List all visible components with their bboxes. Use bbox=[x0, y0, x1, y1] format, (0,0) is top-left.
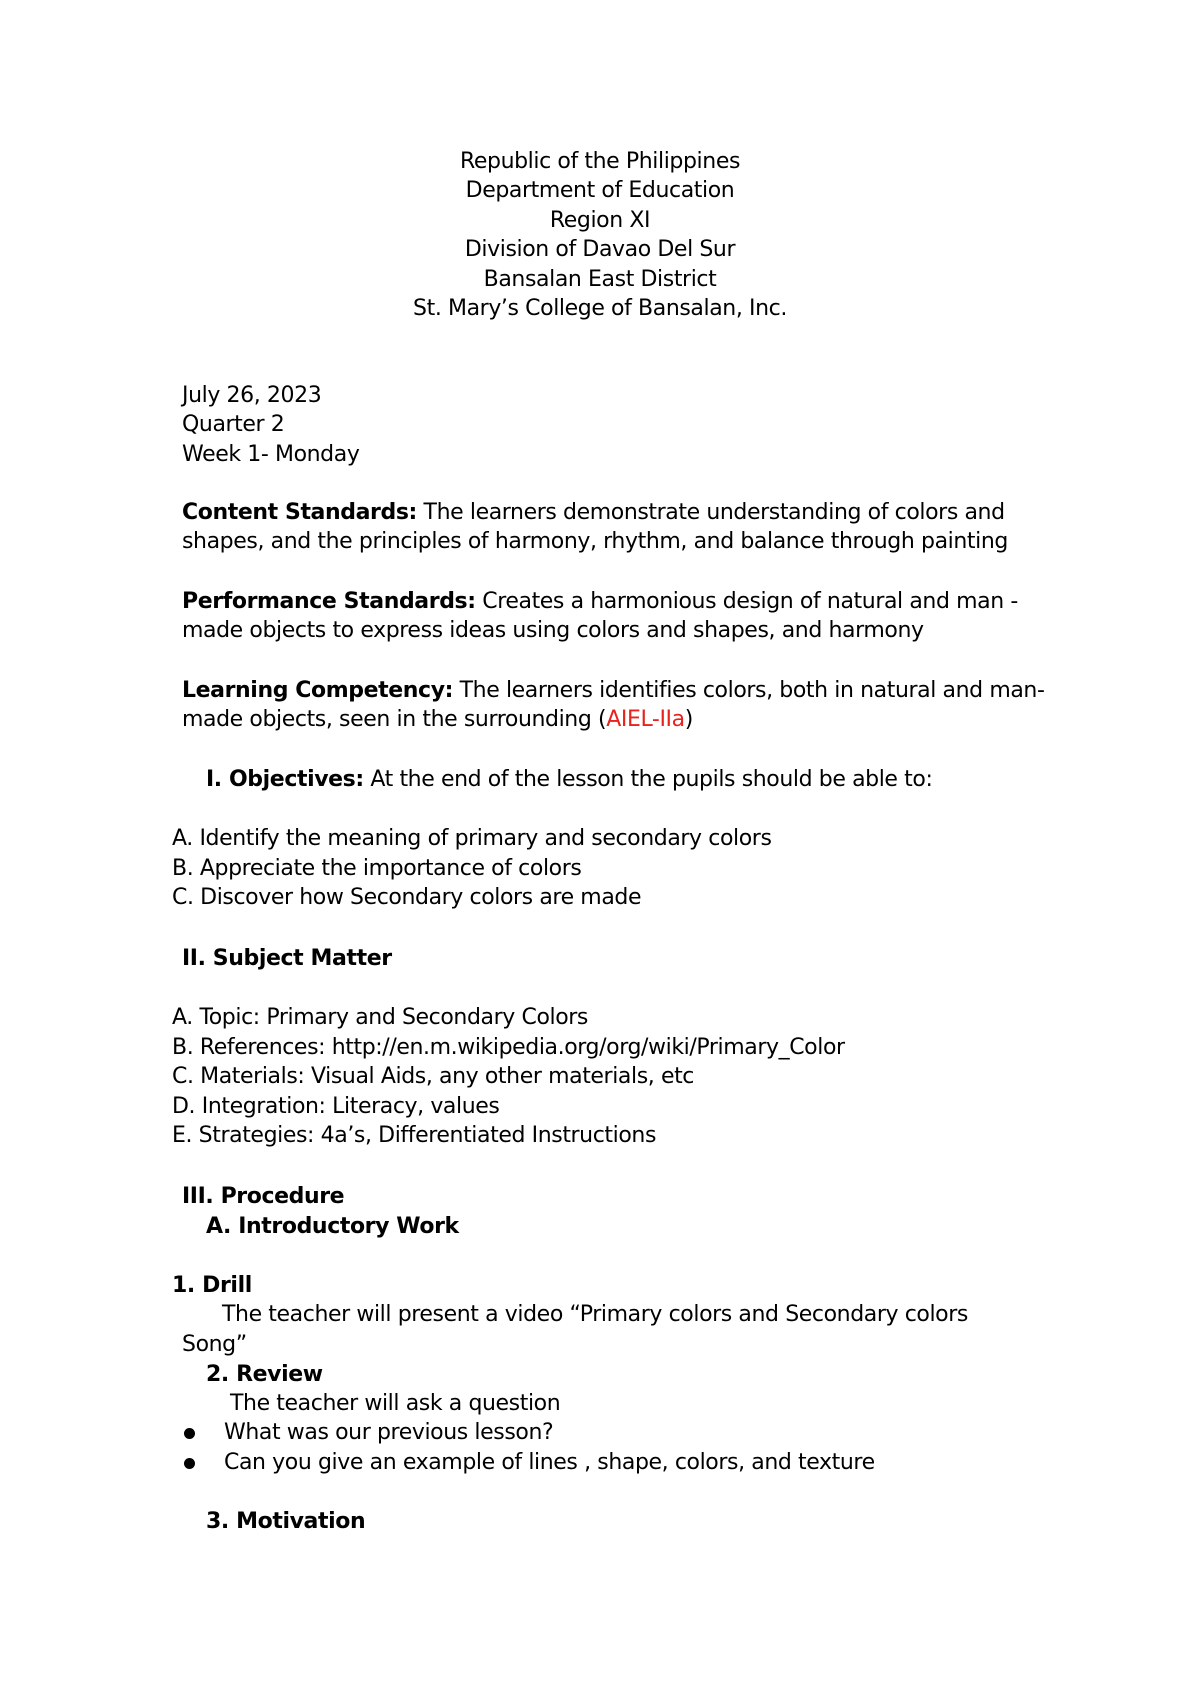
introductory-work-heading bbox=[206, 1213, 459, 1241]
competency-code: AIEL-IIa bbox=[606, 707, 685, 732]
content-standards-label: Content Standards: bbox=[182, 500, 417, 525]
subject-matter-heading bbox=[182, 945, 392, 973]
objectives-intro: At the end of the lesson the pupils should be able to: bbox=[363, 767, 933, 792]
review-bullet-1 bbox=[224, 1419, 553, 1447]
procedure-heading bbox=[182, 1183, 344, 1211]
header-school: St. Mary’s College of Bansalan, Inc. bbox=[413, 296, 787, 321]
drill-text-line2: Song” bbox=[182, 1332, 247, 1357]
objectives-heading bbox=[206, 766, 932, 794]
subject-matter-materials: C. Materials: Visual Aids, any other materials, etc bbox=[172, 1064, 695, 1089]
subject-matter-label: II. Subject Matter bbox=[182, 946, 392, 971]
content-standards-line2: shapes, and the principles of harmony, rhythm, and balance through painting bbox=[182, 529, 1008, 554]
review-bullet-text: What was our previous lesson? bbox=[224, 1420, 554, 1445]
header-republic: Republic of the Philippines bbox=[459, 149, 741, 174]
lesson-week: Week 1- Monday bbox=[182, 442, 360, 467]
motivation-label: 3. Motivation bbox=[206, 1509, 366, 1534]
header-region: Region XI bbox=[549, 208, 651, 233]
learning-competency-suffix: ) bbox=[684, 707, 693, 732]
performance-standards-line2: made objects to express ideas using colors and shapes, and harmony bbox=[182, 618, 924, 643]
learning-competency-line1 bbox=[182, 677, 1045, 705]
learning-competency-text: The learners identifies colors, both in natural and man- bbox=[453, 678, 1045, 703]
header-department: Department of Education bbox=[465, 178, 735, 203]
review-bullet-text: Can you give an example of lines , shape, colors, and texture bbox=[224, 1450, 875, 1475]
motivation-heading bbox=[206, 1508, 365, 1536]
learning-competency-prefix: made objects, seen in the surrounding ( bbox=[182, 707, 607, 732]
subject-matter-references: B. References: http://en.m.wikipedia.org/org/wiki/Primary_Color bbox=[172, 1035, 845, 1060]
review-label: 2. Review bbox=[206, 1362, 323, 1387]
lesson-quarter: Quarter 2 bbox=[182, 412, 285, 437]
lesson-date: July 26, 2023 bbox=[182, 383, 322, 408]
objectives-label: I. Objectives: bbox=[206, 767, 364, 792]
objective-item-c: C. Discover how Secondary colors are made bbox=[172, 885, 642, 910]
content-standards-text: The learners demonstrate understanding of colors and bbox=[416, 500, 1005, 525]
drill-text-line1: The teacher will present a video “Primary colors and Secondary colors bbox=[222, 1302, 968, 1327]
header-division: Division of Davao Del Sur bbox=[464, 237, 736, 262]
review-intro: The teacher will ask a question bbox=[230, 1391, 561, 1416]
subject-matter-integration: D. Integration: Literacy, values bbox=[172, 1094, 500, 1119]
bullet-dot-icon bbox=[184, 1458, 195, 1469]
header-district: Bansalan East District bbox=[483, 267, 717, 292]
content-standards-line1 bbox=[182, 499, 1005, 527]
bullet-dot-icon bbox=[184, 1428, 195, 1439]
learning-competency-line2 bbox=[182, 706, 693, 734]
objective-item-b: B. Appreciate the importance of colors bbox=[172, 856, 582, 881]
learning-competency-label: Learning Competency: bbox=[182, 678, 454, 703]
review-bullet-2 bbox=[224, 1449, 875, 1477]
drill-heading bbox=[172, 1272, 252, 1300]
subject-matter-strategies: E. Strategies: 4a’s, Differentiated Instructions bbox=[172, 1123, 657, 1148]
subject-matter-topic: A. Topic: Primary and Secondary Colors bbox=[172, 1005, 588, 1030]
introductory-work-label: A. Introductory Work bbox=[206, 1214, 459, 1239]
procedure-label: III. Procedure bbox=[182, 1184, 345, 1209]
objective-item-a: A. Identify the meaning of primary and secondary colors bbox=[172, 826, 772, 851]
performance-standards-text: Creates a harmonious design of natural and man - bbox=[475, 589, 1018, 614]
drill-label: 1. Drill bbox=[172, 1273, 252, 1298]
review-heading bbox=[206, 1361, 323, 1389]
performance-standards-label: Performance Standards: bbox=[182, 589, 476, 614]
performance-standards-line1 bbox=[182, 588, 1018, 616]
